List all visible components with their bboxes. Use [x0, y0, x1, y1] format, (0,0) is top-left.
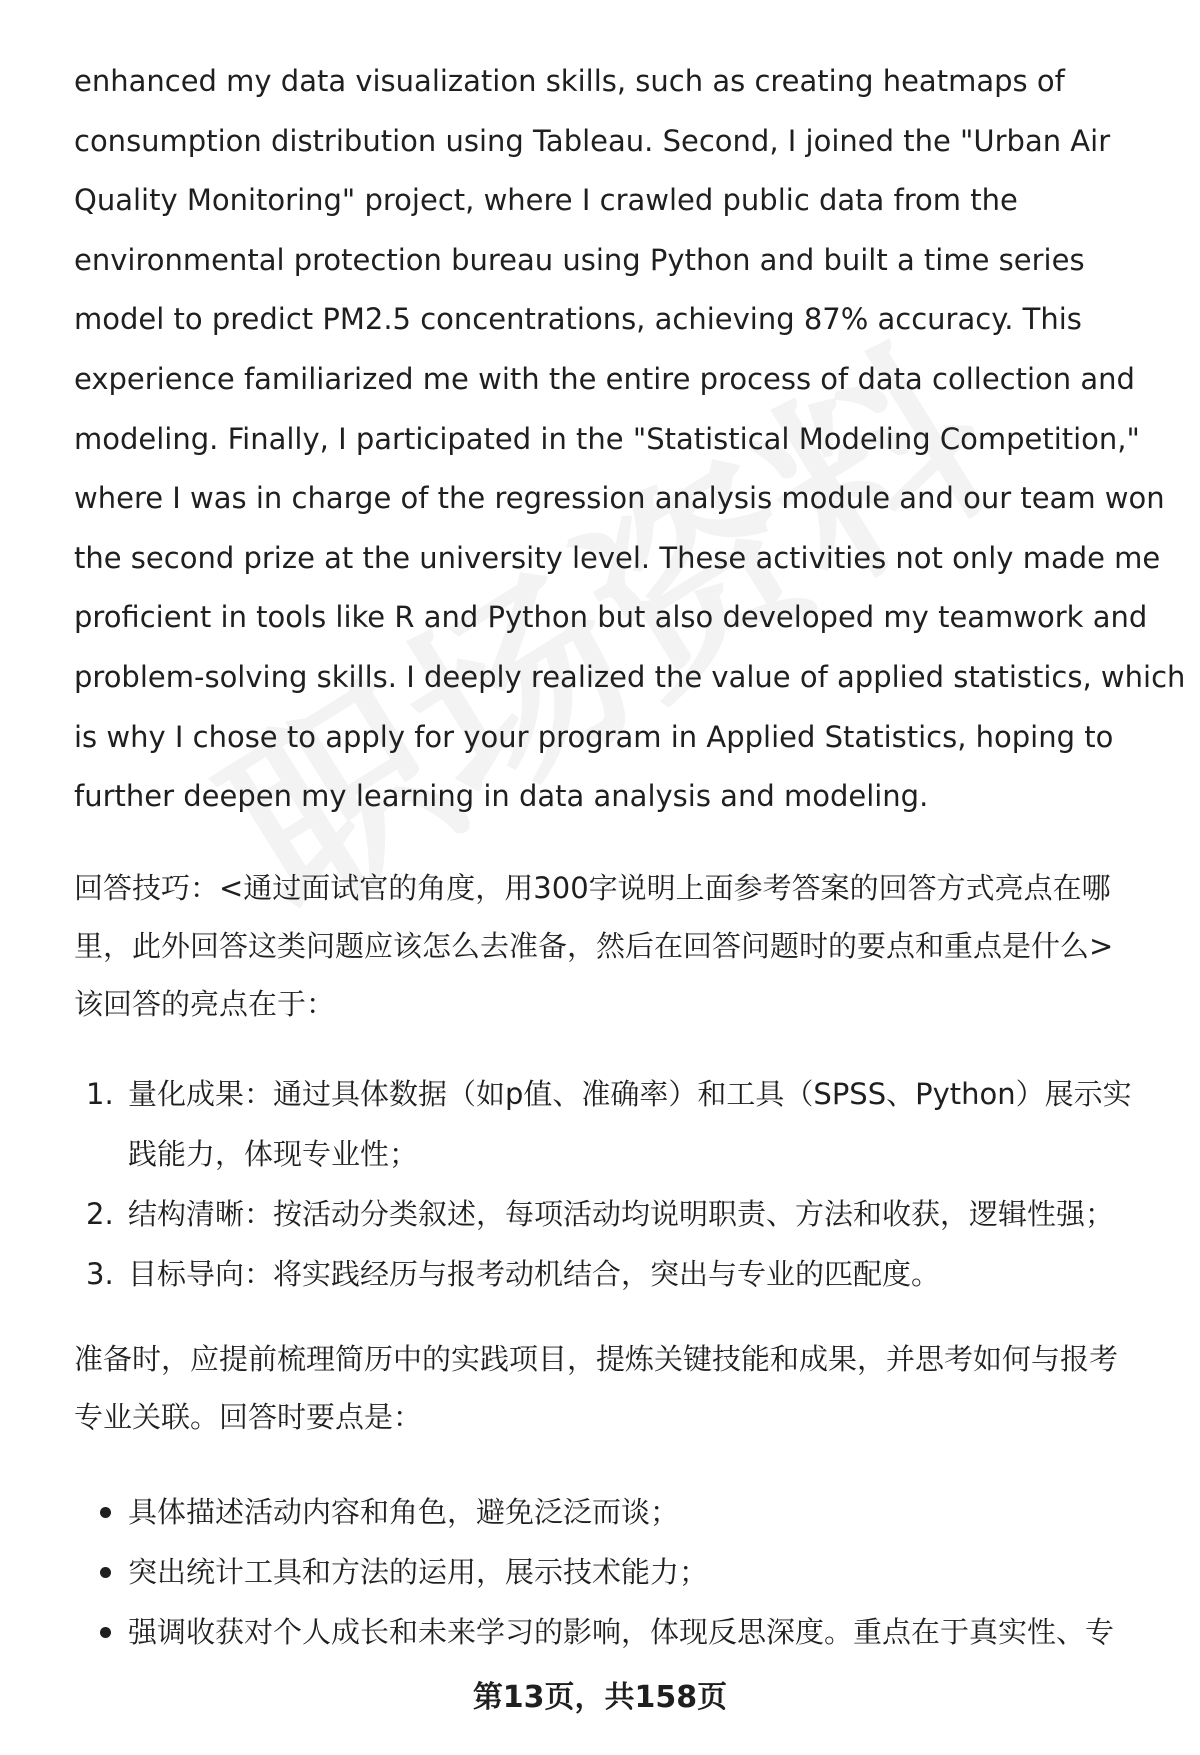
- list-item: [74, 1244, 1164, 1304]
- bullet-icon: [100, 1567, 111, 1578]
- key-points-list: [74, 1482, 1164, 1662]
- paragraph-line: problem-solving skills. I deeply realized the value of applied statistics, which: [74, 659, 1186, 694]
- list-item: [74, 1482, 1164, 1542]
- answer-tips: [74, 859, 1164, 1033]
- list-item: [74, 1064, 1164, 1184]
- paragraph-line: environmental protection bureau using Python and built a time series: [74, 242, 1085, 277]
- list-number: 2.: [86, 1197, 114, 1231]
- list-item: [74, 1184, 1164, 1244]
- highlights-list: [74, 1064, 1164, 1304]
- paragraph-line: the second prize at the university level. These activities not only made me: [74, 540, 1161, 575]
- paragraph-line: enhanced my data visualization skills, such as creating heatmaps of: [74, 64, 1065, 98]
- list-item-text: 践能力，体现专业性；: [128, 1137, 419, 1171]
- paragraph-line: 准备时，应提前梳理简历中的实践项目，提炼关键技能和成果，并思考如何与报考: [74, 1342, 1119, 1376]
- paragraph-line: consumption distribution using Tableau. Second, I joined the "Urban Air: [74, 123, 1111, 158]
- paragraph-line: modeling. Finally, I participated in the "Statistical Modeling Competition,": [74, 421, 1140, 456]
- bullet-icon: [100, 1507, 111, 1518]
- tips-line: 里，此外回答这类问题应该怎么去准备，然后在回答问题时的要点和重点是什么>: [74, 929, 1114, 963]
- paragraph-line: 专业关联。回答时要点是：: [74, 1400, 423, 1434]
- list-item-text: 结构清晰：按活动分类叙述，每项活动均说明职责、方法和收获，逻辑性强；: [128, 1197, 1115, 1231]
- english-paragraph: [74, 52, 1186, 827]
- page-number: 第13页，共158页: [472, 1680, 728, 1715]
- paragraph-line: where I was in charge of the regression analysis module and our team won: [74, 481, 1165, 516]
- paragraph-line: proficient in tools like R and Python but also developed my teamwork and: [74, 600, 1148, 635]
- list-item-text: 突出统计工具和方法的运用，展示技术能力；: [128, 1555, 709, 1589]
- preparation-paragraph: [74, 1330, 1164, 1446]
- list-number: 1.: [86, 1077, 114, 1111]
- paragraph-line: is why I chose to apply for your program in Applied Statistics, hoping to: [74, 719, 1114, 754]
- tips-line: 该回答的亮点在于：: [74, 987, 336, 1021]
- list-item: [74, 1542, 1164, 1602]
- list-item: [74, 1602, 1164, 1662]
- list-item-text: 量化成果：通过具体数据（如p值、准确率）和工具（SPSS、Python）展示实: [128, 1077, 1132, 1111]
- list-item-text: 强调收获对个人成长和未来学习的影响，体现反思深度。重点在于真实性、专: [128, 1615, 1115, 1649]
- list-number: 3.: [86, 1257, 114, 1291]
- list-item-text: 目标导向：将实践经历与报考动机结合，突出与专业的匹配度。: [128, 1257, 941, 1291]
- paragraph-line: further deepen my learning in data analysis and modeling.: [74, 779, 929, 814]
- paragraph-line: Quality Monitoring" project, where I crawled public data from the: [74, 183, 1018, 218]
- list-item-text: 具体描述活动内容和角色，避免泛泛而谈；: [128, 1495, 680, 1529]
- paragraph-line: model to predict PM2.5 concentrations, achieving 87% accuracy. This: [74, 302, 1082, 337]
- bullet-icon: [100, 1627, 111, 1638]
- tips-line: 回答技巧：<通过面试官的角度，用300字说明上面参考答案的回答方式亮点在哪: [74, 871, 1111, 905]
- paragraph-line: experience familiarized me with the entire process of data collection and: [74, 361, 1135, 396]
